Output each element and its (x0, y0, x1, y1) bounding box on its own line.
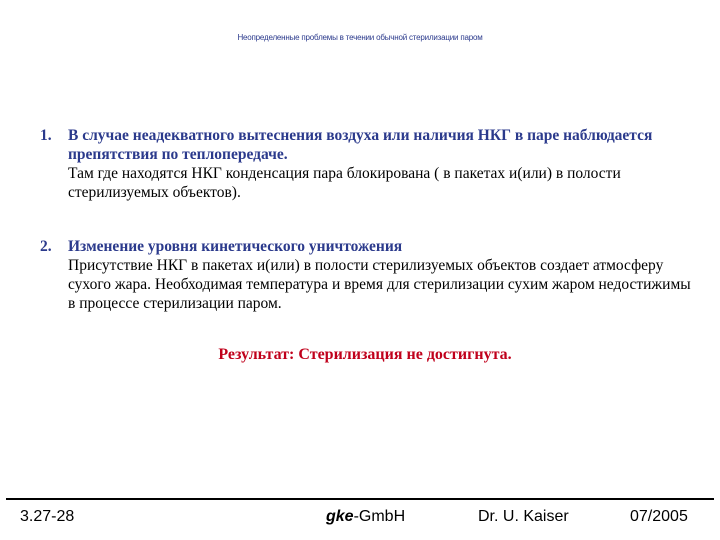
page-header-title: Неопределенные проблемы в течении обычной стерилизации паром (237, 33, 483, 42)
footer-date: 07/2005 (630, 508, 688, 525)
company-brand: gke (326, 508, 354, 525)
footer-slide-number: 3.27-28 (20, 508, 75, 525)
item-text: Там где находятся НКГ конденсация пара блокирована ( в пакетах и(или) в полости стерилизуемых объектов). (68, 165, 621, 201)
item-heading: В случае неадекватного вытеснения воздуха или наличия НКГ в паре наблюдается препятствия по теплопередаче. (68, 127, 653, 163)
item-body (68, 126, 700, 202)
result-statement: Результат: Стерилизация не достигнута. (218, 346, 512, 363)
footer-company (326, 508, 405, 526)
item-number: 2. (40, 238, 52, 255)
list-item (40, 126, 700, 202)
company-suffix: -GmbH (353, 508, 406, 525)
item-heading: Изменение уровня кинетического уничтожения (68, 238, 403, 255)
item-body (68, 237, 700, 313)
list-item (40, 237, 700, 313)
item-number: 1. (40, 127, 52, 144)
footer-divider (6, 498, 714, 500)
footer-author: Dr. U. Kaiser (478, 508, 569, 525)
item-text: Присутствие НКГ в пакетах и(или) в полости стерилизуемых объектов создает атмосферу сухого жара. Необходимая температура и время для стерилизации сухим жаром недостижимы в процессе стерилизации паром. (68, 257, 691, 312)
